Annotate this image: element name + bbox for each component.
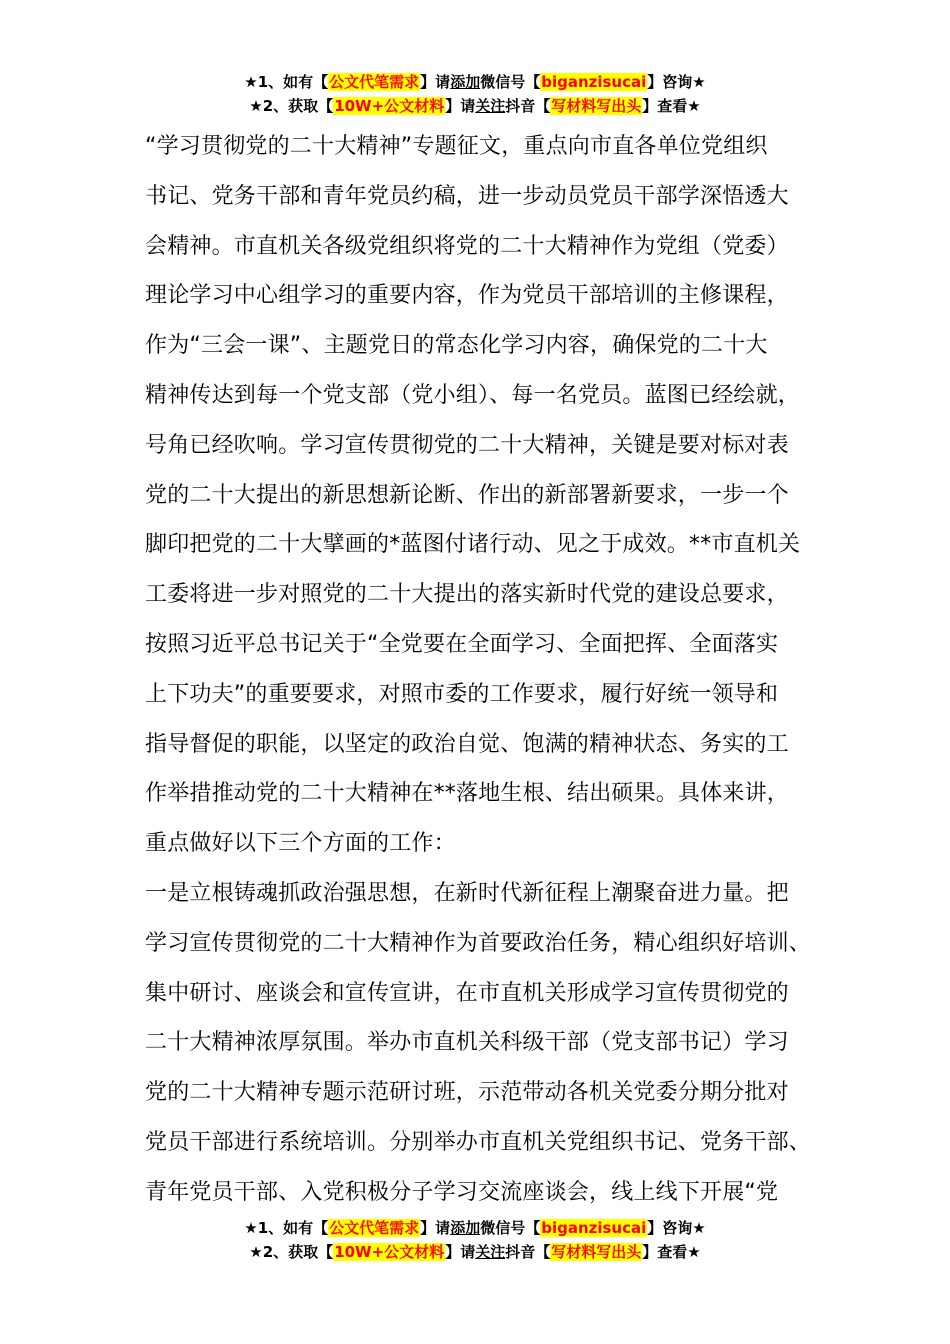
body-line: 作举措推动党的二十大精神在**落地生根、结出硕果。具体来讲， — [145, 781, 790, 807]
promo-text: 抖音【 — [505, 97, 551, 115]
promo-line-1 — [0, 70, 950, 94]
body-line: 集中研讨、座谈会和宣传宣讲，在市直机关形成学习宣传贯彻党的 — [145, 980, 789, 1006]
body-line: 重点做好以下三个方面的工作： — [145, 831, 456, 857]
underlined-text: 关注 — [475, 1243, 506, 1261]
promo-banner-top — [0, 70, 950, 118]
body-line: 青年党员干部、入党积极分子学习交流座谈会，线上线下开展“党 — [145, 1179, 779, 1205]
highlight-text: 公文代笔需求 — [329, 73, 420, 91]
body-line: 会精神。市直机关各级党组织将党的二十大精神作为党组（党委） — [145, 233, 789, 259]
promo-text: ★2、获取【 — [249, 1243, 334, 1261]
body-line: 二十大精神浓厚氛围。举办市直机关科级干部（党支部书记）学习 — [145, 1030, 789, 1056]
promo-text: 】查看★ — [642, 1243, 701, 1261]
document-body — [145, 122, 845, 1218]
body-line: 理论学习中心组学习的重要内容，作为党员干部培训的主修课程， — [145, 283, 789, 309]
body-line: 脚印把党的二十大擘画的*蓝图付诸行动、见之于成效。**市直机关 — [145, 532, 801, 558]
promo-text: 微信号【 — [480, 73, 541, 91]
highlight-text: 公文代笔需求 — [329, 1219, 420, 1237]
highlight-text: 10W+公文材料 — [334, 1243, 445, 1261]
body-line: 工委将进一步对照党的二十大提出的落实新时代党的建设总要求， — [145, 582, 789, 608]
promo-text: ★1、如有【 — [244, 73, 329, 91]
underlined-text: 添加 — [450, 1219, 481, 1237]
body-line: 作为“三会一课”、主题党日的常态化学习内容，确保党的二十大 — [145, 333, 768, 359]
promo-line-2 — [0, 1240, 950, 1264]
body-line: 精神传达到每一个党支部（党小组）、每一名党员。蓝图已经绘就， — [145, 382, 801, 408]
highlight-text: biganzisucai — [541, 1219, 647, 1237]
underlined-text: 关注 — [475, 97, 506, 115]
highlight-text: 写材料写出头 — [551, 97, 642, 115]
body-line: “学习贯彻党的二十大精神”专题征文，重点向市直各单位党组织 — [145, 134, 768, 159]
promo-text: 抖音【 — [505, 1243, 551, 1261]
highlight-text: 写材料写出头 — [551, 1243, 642, 1261]
body-line: 指导督促的职能，以坚定的政治自觉、饱满的精神状态、务实的工 — [145, 731, 789, 757]
body-line: 党的二十大精神专题示范研讨班，示范带动各机关党委分期分批对 — [145, 1080, 789, 1106]
body-line: 上下功夫”的重要要求，对照市委的工作要求，履行好统一领导和 — [145, 681, 779, 707]
promo-text: 】请 — [445, 1243, 476, 1261]
body-line: 党的二十大提出的新思想新论断、作出的新部署新要求，一步一个 — [145, 482, 789, 508]
underlined-text: 添加 — [450, 73, 481, 91]
highlight-text: biganzisucai — [541, 73, 647, 91]
promo-text: 】查看★ — [642, 97, 701, 115]
body-line: 学习宣传贯彻党的二十大精神作为首要政治任务，精心组织好培训、 — [145, 930, 812, 956]
promo-text: 】请 — [420, 73, 451, 91]
promo-banner-bottom — [0, 1216, 950, 1264]
highlight-text: 10W+公文材料 — [334, 97, 445, 115]
promo-text: 微信号【 — [480, 1219, 541, 1237]
body-line: 党员干部进行系统培训。分别举办市直机关党组织书记、党务干部、 — [145, 1129, 812, 1155]
promo-text: ★2、获取【 — [249, 97, 334, 115]
promo-text: 】咨询★ — [647, 73, 706, 91]
body-line: 号角已经吹响。学习宣传贯彻党的二十大精神，关键是要对标对表 — [145, 432, 789, 458]
body-line: 按照习近平总书记关于“全党要在全面学习、全面把挥、全面落实 — [145, 631, 779, 657]
body-line: 书记、党务干部和青年党员约稿，进一步动员党员干部学深悟透大 — [145, 183, 789, 209]
body-line: 一是立根铸魂抓政治强思想，在新时代新征程上潮聚奋进力量。把 — [145, 880, 789, 906]
promo-text: 】请 — [420, 1219, 451, 1237]
promo-text: 】请 — [445, 97, 476, 115]
promo-text: 】咨询★ — [647, 1219, 706, 1237]
promo-line-2 — [0, 94, 950, 118]
promo-line-1 — [0, 1216, 950, 1240]
promo-text: ★1、如有【 — [244, 1219, 329, 1237]
